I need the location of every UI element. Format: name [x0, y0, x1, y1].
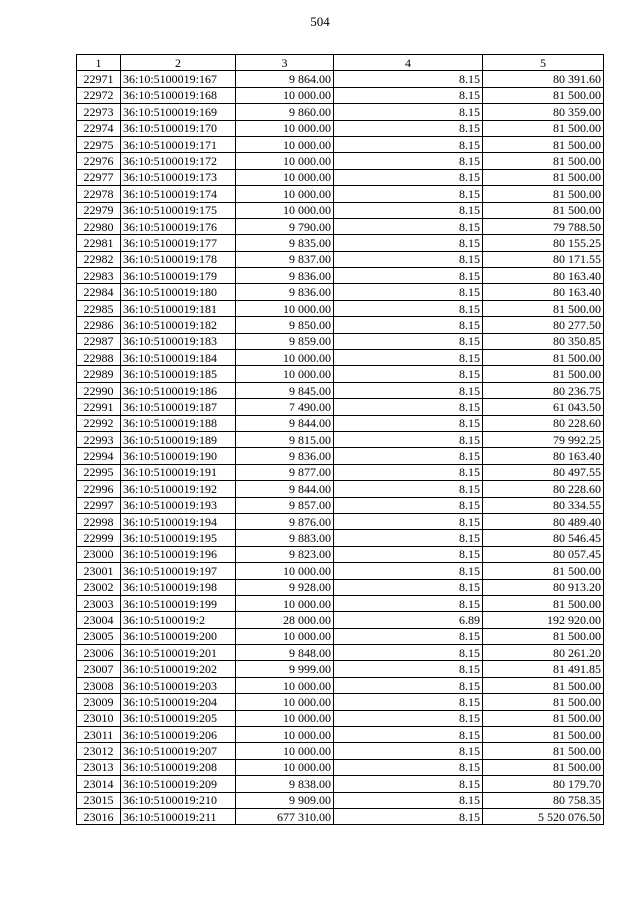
row-number-cell: 22996 [77, 481, 121, 497]
table-row [77, 235, 604, 251]
area-cell: 10 000.00 [236, 743, 334, 759]
column-header-1: 1 [77, 55, 121, 71]
row-number-cell: 22992 [77, 415, 121, 431]
area-cell: 10 000.00 [236, 350, 334, 366]
value-cell: 192 920.00 [483, 612, 604, 628]
cadastral-number-cell: 36:10:5100019:190 [121, 448, 236, 464]
row-number-cell: 23005 [77, 628, 121, 644]
rate-cell: 8.15 [334, 759, 483, 775]
area-cell: 677 310.00 [236, 808, 334, 824]
row-number-cell: 22989 [77, 366, 121, 382]
cadastral-number-cell: 36:10:5100019:206 [121, 727, 236, 743]
rate-cell: 8.15 [334, 136, 483, 152]
rate-cell: 8.15 [334, 677, 483, 693]
rate-cell: 8.15 [334, 661, 483, 677]
cadastral-number-cell: 36:10:5100019:199 [121, 595, 236, 611]
rate-cell: 8.15 [334, 694, 483, 710]
cadastral-number-cell: 36:10:5100019:191 [121, 464, 236, 480]
area-cell: 9 864.00 [236, 71, 334, 87]
value-cell: 81 500.00 [483, 350, 604, 366]
table-row [77, 415, 604, 431]
table-row [77, 317, 604, 333]
cadastral-number-cell: 36:10:5100019:189 [121, 431, 236, 447]
value-cell: 80 057.45 [483, 546, 604, 562]
area-cell: 9 836.00 [236, 448, 334, 464]
rate-cell: 8.15 [334, 464, 483, 480]
value-cell: 81 500.00 [483, 595, 604, 611]
row-number-cell: 23007 [77, 661, 121, 677]
area-cell: 10 000.00 [236, 169, 334, 185]
rate-cell: 6.89 [334, 612, 483, 628]
area-cell: 9 850.00 [236, 317, 334, 333]
rate-cell: 8.15 [334, 579, 483, 595]
table-row [77, 202, 604, 218]
area-cell: 9 790.00 [236, 218, 334, 234]
row-number-cell: 22993 [77, 431, 121, 447]
value-cell: 80 913.20 [483, 579, 604, 595]
cadastral-number-cell: 36:10:5100019:192 [121, 481, 236, 497]
row-number-cell: 22986 [77, 317, 121, 333]
table-row [77, 743, 604, 759]
row-number-cell: 23003 [77, 595, 121, 611]
value-cell: 81 491.85 [483, 661, 604, 677]
table-row [77, 136, 604, 152]
table-row [77, 104, 604, 120]
value-cell: 80 489.40 [483, 513, 604, 529]
rate-cell: 8.15 [334, 235, 483, 251]
table-row [77, 448, 604, 464]
row-number-cell: 22982 [77, 251, 121, 267]
cadastral-number-cell: 36:10:5100019:174 [121, 186, 236, 202]
area-cell: 9 883.00 [236, 530, 334, 546]
cadastral-number-cell: 36:10:5100019:2 [121, 612, 236, 628]
rate-cell: 8.15 [334, 284, 483, 300]
table-row [77, 808, 604, 824]
value-cell: 81 500.00 [483, 300, 604, 316]
table-row [77, 579, 604, 595]
rate-cell: 8.15 [334, 513, 483, 529]
cadastral-number-cell: 36:10:5100019:187 [121, 399, 236, 415]
table-row [77, 530, 604, 546]
value-cell: 80 163.40 [483, 448, 604, 464]
row-number-cell: 22995 [77, 464, 121, 480]
cadastral-number-cell: 36:10:5100019:170 [121, 120, 236, 136]
cadastral-value-table [76, 54, 604, 825]
area-cell: 10 000.00 [236, 595, 334, 611]
rate-cell: 8.15 [334, 333, 483, 349]
area-cell: 9 857.00 [236, 497, 334, 513]
area-cell: 9 838.00 [236, 776, 334, 792]
cadastral-number-cell: 36:10:5100019:173 [121, 169, 236, 185]
row-number-cell: 23008 [77, 677, 121, 693]
rate-cell: 8.15 [334, 481, 483, 497]
table-row [77, 218, 604, 234]
area-cell: 9 860.00 [236, 104, 334, 120]
row-number-cell: 23016 [77, 808, 121, 824]
rate-cell: 8.15 [334, 120, 483, 136]
cadastral-number-cell: 36:10:5100019:198 [121, 579, 236, 595]
rate-cell: 8.15 [334, 595, 483, 611]
area-cell: 9 845.00 [236, 382, 334, 398]
area-cell: 9 815.00 [236, 431, 334, 447]
table-row [77, 464, 604, 480]
row-number-cell: 22984 [77, 284, 121, 300]
value-cell: 81 500.00 [483, 677, 604, 693]
row-number-cell: 22981 [77, 235, 121, 251]
value-cell: 80 236.75 [483, 382, 604, 398]
table-row [77, 169, 604, 185]
row-number-cell: 22979 [77, 202, 121, 218]
table-row [77, 546, 604, 562]
rate-cell: 8.15 [334, 71, 483, 87]
value-cell: 81 500.00 [483, 202, 604, 218]
area-cell: 9 837.00 [236, 251, 334, 267]
table-row [77, 71, 604, 87]
value-cell: 79 788.50 [483, 218, 604, 234]
rate-cell: 8.15 [334, 645, 483, 661]
table-row [77, 776, 604, 792]
cadastral-number-cell: 36:10:5100019:202 [121, 661, 236, 677]
area-cell: 10 000.00 [236, 300, 334, 316]
area-cell: 9 876.00 [236, 513, 334, 529]
value-cell: 80 228.60 [483, 481, 604, 497]
cadastral-number-cell: 36:10:5100019:184 [121, 350, 236, 366]
rate-cell: 8.15 [334, 743, 483, 759]
area-cell: 9 844.00 [236, 415, 334, 431]
rate-cell: 8.15 [334, 808, 483, 824]
row-number-cell: 23010 [77, 710, 121, 726]
value-cell: 81 500.00 [483, 628, 604, 644]
cadastral-number-cell: 36:10:5100019:168 [121, 87, 236, 103]
row-number-cell: 23014 [77, 776, 121, 792]
column-header-3: 3 [236, 55, 334, 71]
rate-cell: 8.15 [334, 399, 483, 415]
row-number-cell: 22974 [77, 120, 121, 136]
rate-cell: 8.15 [334, 300, 483, 316]
rate-cell: 8.15 [334, 710, 483, 726]
cadastral-number-cell: 36:10:5100019:207 [121, 743, 236, 759]
rate-cell: 8.15 [334, 776, 483, 792]
table-row [77, 333, 604, 349]
row-number-cell: 22988 [77, 350, 121, 366]
table-row [77, 153, 604, 169]
row-number-cell: 22999 [77, 530, 121, 546]
value-cell: 80 179.70 [483, 776, 604, 792]
cadastral-number-cell: 36:10:5100019:211 [121, 808, 236, 824]
page-number: 504 [310, 14, 330, 29]
table-row [77, 727, 604, 743]
area-cell: 10 000.00 [236, 202, 334, 218]
row-number-cell: 22972 [77, 87, 121, 103]
value-cell: 80 163.40 [483, 284, 604, 300]
value-cell: 80 334.55 [483, 497, 604, 513]
row-number-cell: 23011 [77, 727, 121, 743]
table-row [77, 120, 604, 136]
cadastral-number-cell: 36:10:5100019:194 [121, 513, 236, 529]
row-number-cell: 22977 [77, 169, 121, 185]
area-cell: 10 000.00 [236, 677, 334, 693]
rate-cell: 8.15 [334, 186, 483, 202]
area-cell: 10 000.00 [236, 759, 334, 775]
area-cell: 7 490.00 [236, 399, 334, 415]
column-header-5: 5 [483, 55, 604, 71]
rate-cell: 8.15 [334, 431, 483, 447]
value-cell: 81 500.00 [483, 366, 604, 382]
area-cell: 9 877.00 [236, 464, 334, 480]
cadastral-number-cell: 36:10:5100019:182 [121, 317, 236, 333]
cadastral-number-cell: 36:10:5100019:195 [121, 530, 236, 546]
cadastral-number-cell: 36:10:5100019:193 [121, 497, 236, 513]
cadastral-number-cell: 36:10:5100019:185 [121, 366, 236, 382]
rate-cell: 8.15 [334, 202, 483, 218]
value-cell: 81 500.00 [483, 743, 604, 759]
area-cell: 9 844.00 [236, 481, 334, 497]
row-number-cell: 22990 [77, 382, 121, 398]
table-header-row [77, 55, 604, 71]
table-row [77, 366, 604, 382]
cadastral-number-cell: 36:10:5100019:200 [121, 628, 236, 644]
area-cell: 9 999.00 [236, 661, 334, 677]
cadastral-number-cell: 36:10:5100019:186 [121, 382, 236, 398]
row-number-cell: 23002 [77, 579, 121, 595]
row-number-cell: 23012 [77, 743, 121, 759]
area-cell: 9 909.00 [236, 792, 334, 808]
rate-cell: 8.15 [334, 727, 483, 743]
value-cell: 80 546.45 [483, 530, 604, 546]
area-cell: 10 000.00 [236, 87, 334, 103]
table-row [77, 399, 604, 415]
cadastral-number-cell: 36:10:5100019:208 [121, 759, 236, 775]
area-cell: 10 000.00 [236, 727, 334, 743]
cadastral-number-cell: 36:10:5100019:205 [121, 710, 236, 726]
value-cell: 81 500.00 [483, 120, 604, 136]
area-cell: 9 836.00 [236, 268, 334, 284]
rate-cell: 8.15 [334, 448, 483, 464]
rate-cell: 8.15 [334, 317, 483, 333]
table-row [77, 382, 604, 398]
rate-cell: 8.15 [334, 415, 483, 431]
table-row [77, 759, 604, 775]
table-row [77, 595, 604, 611]
row-number-cell: 23006 [77, 645, 121, 661]
value-cell: 61 043.50 [483, 399, 604, 415]
rate-cell: 8.15 [334, 366, 483, 382]
value-cell: 80 758.35 [483, 792, 604, 808]
row-number-cell: 22998 [77, 513, 121, 529]
value-cell: 5 520 076.50 [483, 808, 604, 824]
cadastral-number-cell: 36:10:5100019:171 [121, 136, 236, 152]
table-body [77, 71, 604, 825]
row-number-cell: 22997 [77, 497, 121, 513]
area-cell: 9 835.00 [236, 235, 334, 251]
value-cell: 80 497.55 [483, 464, 604, 480]
cadastral-number-cell: 36:10:5100019:176 [121, 218, 236, 234]
table-row [77, 710, 604, 726]
cadastral-number-cell: 36:10:5100019:201 [121, 645, 236, 661]
table-row [77, 268, 604, 284]
rate-cell: 8.15 [334, 382, 483, 398]
row-number-cell: 22975 [77, 136, 121, 152]
rate-cell: 8.15 [334, 268, 483, 284]
rate-cell: 8.15 [334, 218, 483, 234]
area-cell: 9 848.00 [236, 645, 334, 661]
value-cell: 80 261.20 [483, 645, 604, 661]
column-header-2: 2 [121, 55, 236, 71]
area-cell: 10 000.00 [236, 120, 334, 136]
table-row [77, 694, 604, 710]
row-number-cell: 22994 [77, 448, 121, 464]
cadastral-number-cell: 36:10:5100019:181 [121, 300, 236, 316]
cadastral-number-cell: 36:10:5100019:209 [121, 776, 236, 792]
row-number-cell: 23004 [77, 612, 121, 628]
area-cell: 9 823.00 [236, 546, 334, 562]
cadastral-number-cell: 36:10:5100019:197 [121, 563, 236, 579]
cadastral-number-cell: 36:10:5100019:179 [121, 268, 236, 284]
row-number-cell: 22987 [77, 333, 121, 349]
area-cell: 9 928.00 [236, 579, 334, 595]
table-row [77, 300, 604, 316]
value-cell: 79 992.25 [483, 431, 604, 447]
row-number-cell: 22976 [77, 153, 121, 169]
value-cell: 80 359.00 [483, 104, 604, 120]
table-row [77, 628, 604, 644]
row-number-cell: 23013 [77, 759, 121, 775]
rate-cell: 8.15 [334, 497, 483, 513]
column-header-4: 4 [334, 55, 483, 71]
area-cell: 10 000.00 [236, 366, 334, 382]
cadastral-number-cell: 36:10:5100019:183 [121, 333, 236, 349]
area-cell: 10 000.00 [236, 136, 334, 152]
value-cell: 80 350.85 [483, 333, 604, 349]
value-cell: 81 500.00 [483, 710, 604, 726]
rate-cell: 8.15 [334, 628, 483, 644]
area-cell: 28 000.00 [236, 612, 334, 628]
table-row [77, 284, 604, 300]
table-row [77, 563, 604, 579]
cadastral-number-cell: 36:10:5100019:177 [121, 235, 236, 251]
cadastral-number-cell: 36:10:5100019:210 [121, 792, 236, 808]
area-cell: 9 836.00 [236, 284, 334, 300]
rate-cell: 8.15 [334, 251, 483, 267]
area-cell: 10 000.00 [236, 153, 334, 169]
table-row [77, 350, 604, 366]
rate-cell: 8.15 [334, 792, 483, 808]
cadastral-number-cell: 36:10:5100019:175 [121, 202, 236, 218]
value-cell: 81 500.00 [483, 169, 604, 185]
rate-cell: 8.15 [334, 104, 483, 120]
value-cell: 81 500.00 [483, 186, 604, 202]
cadastral-number-cell: 36:10:5100019:188 [121, 415, 236, 431]
row-number-cell: 22983 [77, 268, 121, 284]
row-number-cell: 22985 [77, 300, 121, 316]
cadastral-number-cell: 36:10:5100019:172 [121, 153, 236, 169]
value-cell: 81 500.00 [483, 727, 604, 743]
area-cell: 10 000.00 [236, 186, 334, 202]
cadastral-number-cell: 36:10:5100019:178 [121, 251, 236, 267]
table-row [77, 431, 604, 447]
value-cell: 81 500.00 [483, 153, 604, 169]
cadastral-number-cell: 36:10:5100019:196 [121, 546, 236, 562]
value-cell: 81 500.00 [483, 87, 604, 103]
table-row [77, 661, 604, 677]
rate-cell: 8.15 [334, 350, 483, 366]
value-cell: 80 171.55 [483, 251, 604, 267]
cadastral-number-cell: 36:10:5100019:169 [121, 104, 236, 120]
rate-cell: 8.15 [334, 546, 483, 562]
table-row [77, 645, 604, 661]
row-number-cell: 22973 [77, 104, 121, 120]
row-number-cell: 23009 [77, 694, 121, 710]
area-cell: 10 000.00 [236, 710, 334, 726]
area-cell: 9 859.00 [236, 333, 334, 349]
value-cell: 81 500.00 [483, 563, 604, 579]
table-row [77, 251, 604, 267]
row-number-cell: 23000 [77, 546, 121, 562]
row-number-cell: 23015 [77, 792, 121, 808]
cadastral-number-cell: 36:10:5100019:167 [121, 71, 236, 87]
value-cell: 81 500.00 [483, 694, 604, 710]
area-cell: 10 000.00 [236, 694, 334, 710]
row-number-cell: 22980 [77, 218, 121, 234]
table-row [77, 792, 604, 808]
area-cell: 10 000.00 [236, 628, 334, 644]
value-cell: 80 163.40 [483, 268, 604, 284]
rate-cell: 8.15 [334, 153, 483, 169]
rate-cell: 8.15 [334, 563, 483, 579]
value-cell: 80 277.50 [483, 317, 604, 333]
value-cell: 80 155.25 [483, 235, 604, 251]
table-row [77, 497, 604, 513]
value-cell: 81 500.00 [483, 136, 604, 152]
cadastral-number-cell: 36:10:5100019:203 [121, 677, 236, 693]
row-number-cell: 22978 [77, 186, 121, 202]
value-cell: 81 500.00 [483, 759, 604, 775]
value-cell: 80 391.60 [483, 71, 604, 87]
table-row [77, 87, 604, 103]
row-number-cell: 23001 [77, 563, 121, 579]
rate-cell: 8.15 [334, 169, 483, 185]
cadastral-number-cell: 36:10:5100019:180 [121, 284, 236, 300]
table-row [77, 677, 604, 693]
table-row [77, 481, 604, 497]
row-number-cell: 22971 [77, 71, 121, 87]
table-row [77, 513, 604, 529]
value-cell: 80 228.60 [483, 415, 604, 431]
area-cell: 10 000.00 [236, 563, 334, 579]
table-row [77, 612, 604, 628]
cadastral-number-cell: 36:10:5100019:204 [121, 694, 236, 710]
rate-cell: 8.15 [334, 87, 483, 103]
table-row [77, 186, 604, 202]
row-number-cell: 22991 [77, 399, 121, 415]
rate-cell: 8.15 [334, 530, 483, 546]
